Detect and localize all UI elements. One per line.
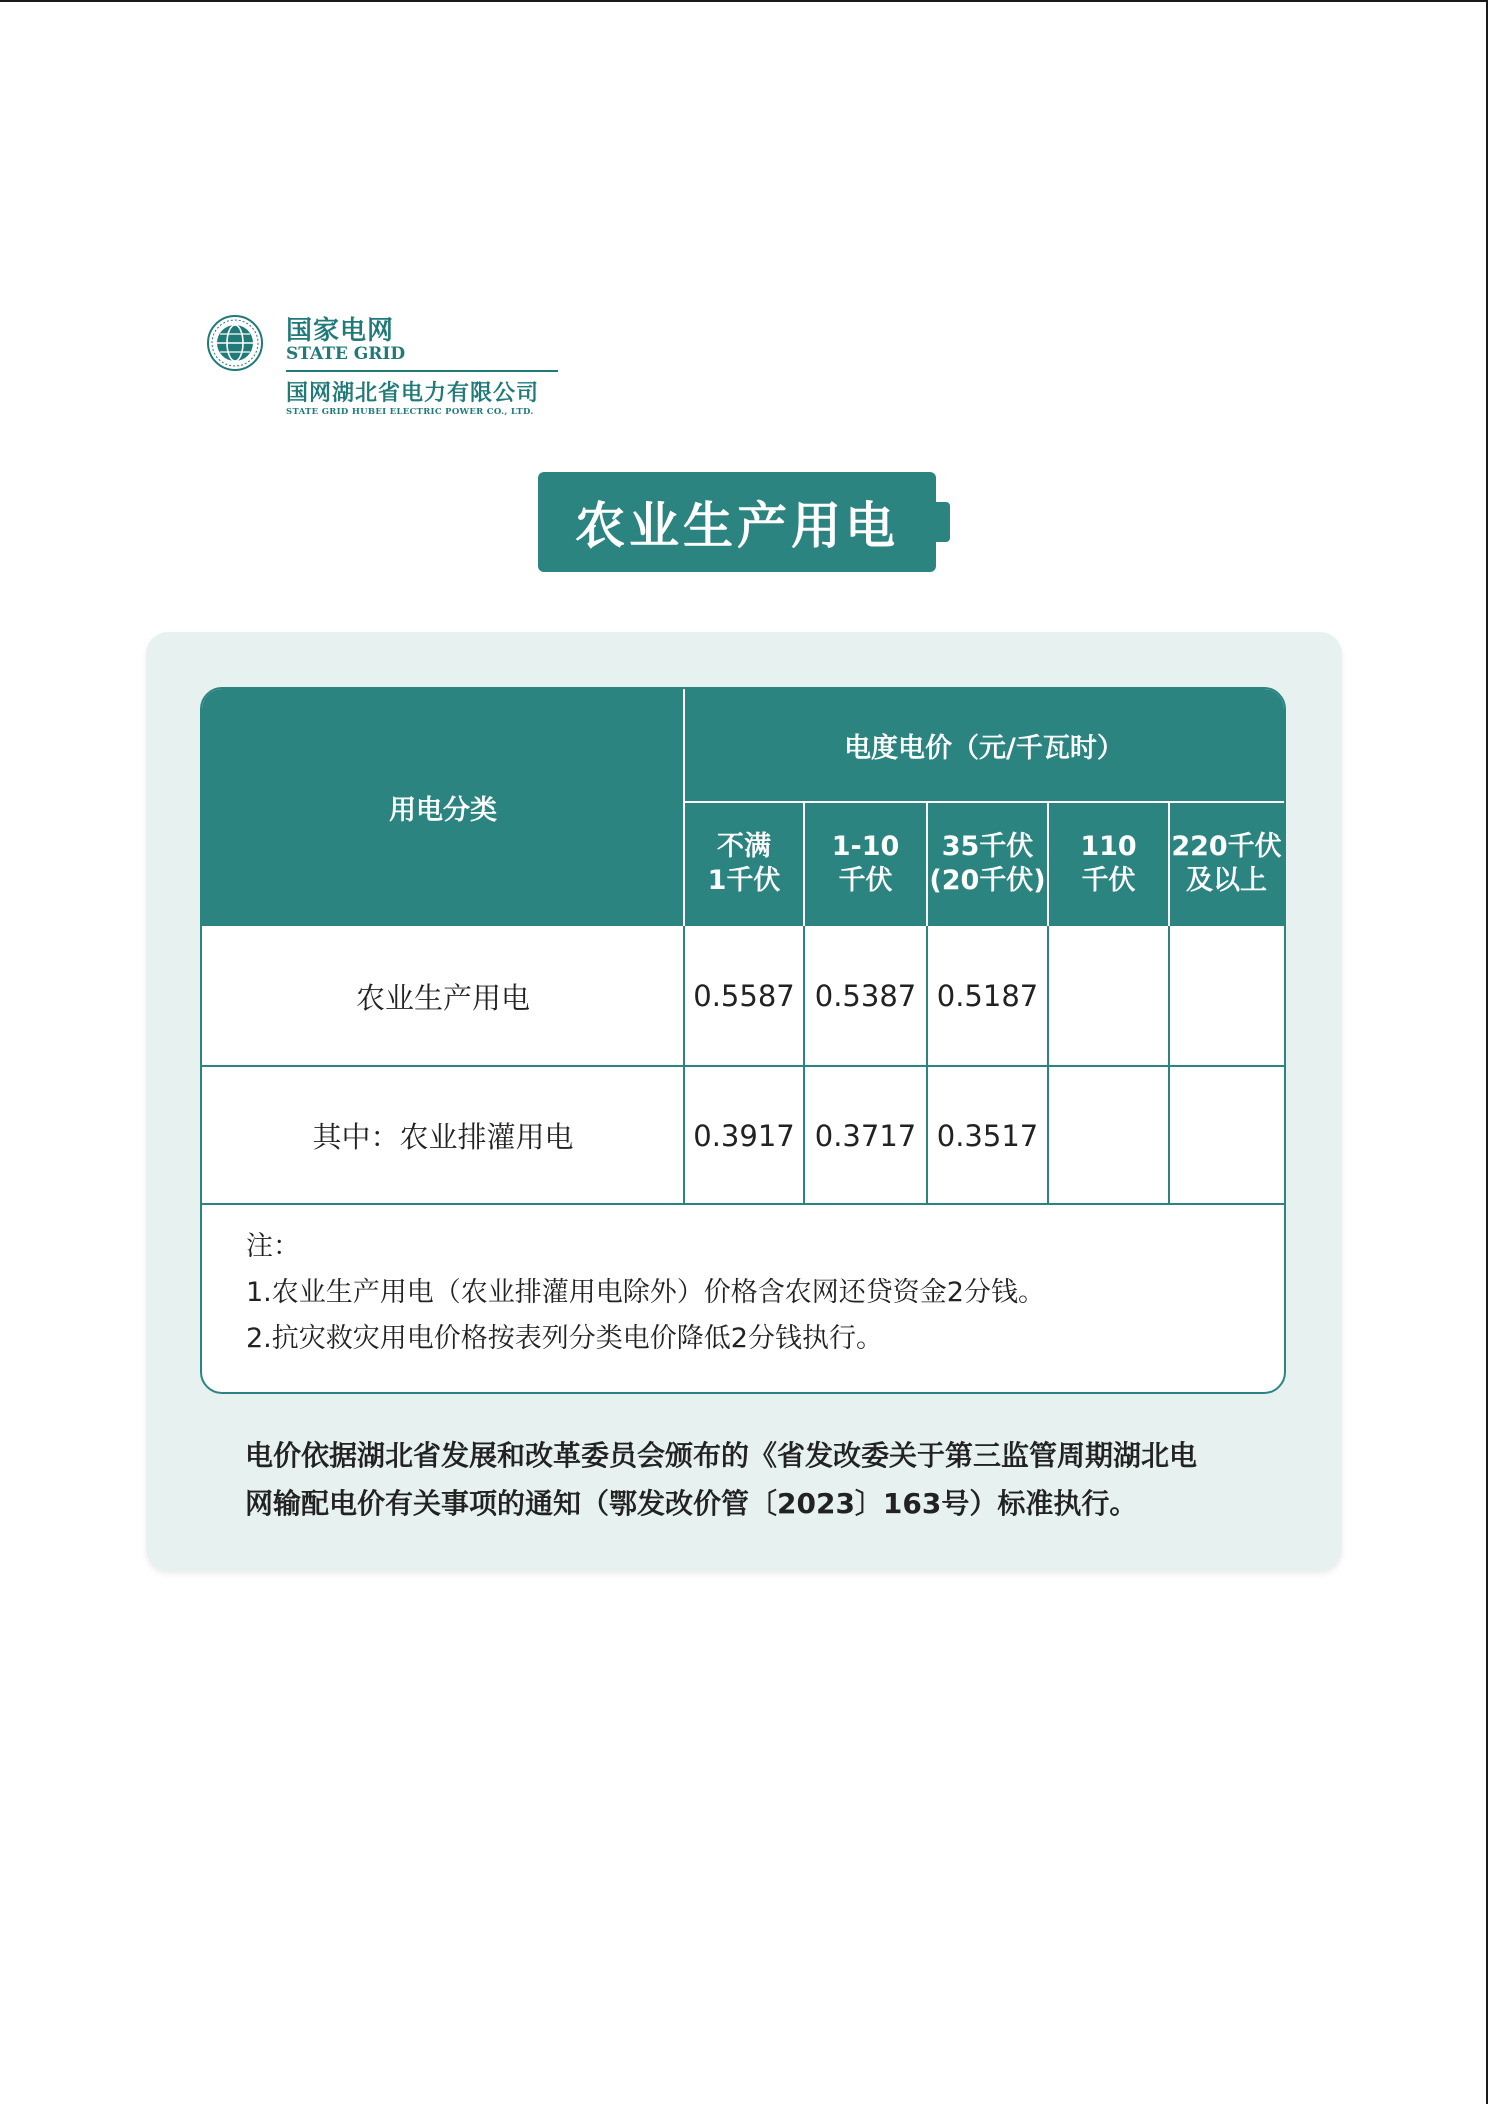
logo-company-chinese: 国网湖北省电力有限公司	[286, 381, 540, 406]
body-column-divider	[926, 926, 928, 1204]
voltage-line2: (20千伏)	[929, 865, 1046, 896]
body-column-divider	[803, 926, 805, 1204]
voltage-line1: 110	[1080, 831, 1137, 862]
table-header-category: 用电分类	[202, 689, 684, 926]
price-table-card	[200, 687, 1286, 1394]
table-row-category: 其中：农业排灌用电	[312, 1120, 574, 1154]
logo-company-english: STATE GRID HUBEI ELECTRIC POWER CO., LTD.	[286, 407, 534, 417]
header-column-divider	[926, 802, 928, 926]
voltage-line1: 不满	[717, 831, 771, 862]
table-cell-price: 0.5587	[693, 979, 795, 1013]
header-column-divider	[683, 689, 685, 926]
price-table	[202, 689, 1284, 1204]
title-badge	[538, 472, 936, 572]
body-column-divider	[1047, 926, 1049, 1204]
page-top-border	[0, 0, 1488, 2]
logo-english-name: STATE GRID	[286, 344, 406, 364]
voltage-line2: 及以上	[1186, 865, 1267, 896]
table-header-voltage	[927, 802, 1048, 926]
notes-heading: 注：	[246, 1231, 300, 1262]
table-header-voltage	[1048, 802, 1169, 926]
table-cell-price: 0.5387	[814, 979, 917, 1013]
table-cell-price: 0.3517	[936, 1118, 1039, 1153]
voltage-line2: 1千伏	[707, 865, 781, 896]
table-cell-price	[1169, 1067, 1284, 1204]
body-column-divider	[1168, 926, 1170, 1204]
notes-section	[246, 1224, 1246, 1362]
logo-chinese-name: 国家电网	[286, 316, 395, 346]
state-grid-globe-icon	[206, 314, 264, 372]
voltage-line2: 千伏	[1081, 865, 1136, 896]
header-divider	[684, 801, 1284, 803]
voltage-line1: 1-10	[831, 831, 900, 862]
table-cell-price: 0.3917	[693, 1118, 795, 1153]
logo-divider	[286, 370, 558, 372]
basis-line: 网输配电价有关事项的通知（鄂发改价管〔2023〕163号）标准执行。	[245, 1487, 1138, 1520]
content-panel	[146, 632, 1342, 1570]
basis-line: 电价依据湖北省发展和改革委员会颁布的《省发改委关于第三监管周期湖北电	[245, 1439, 1198, 1472]
table-header-voltage	[1169, 802, 1284, 926]
note-item: 1.农业生产用电（农业排灌用电除外）价格含农网还贷资金2分钱。	[246, 1277, 1045, 1308]
voltage-line1: 220千伏	[1171, 831, 1282, 862]
header-column-divider	[1047, 802, 1049, 926]
table-header-voltage	[804, 802, 927, 926]
pricing-basis-paragraph	[245, 1432, 1255, 1528]
header-column-divider	[1168, 802, 1170, 926]
table-cell-price: 0.5187	[936, 979, 1039, 1013]
table-row-category: 农业生产用电	[355, 980, 530, 1015]
header-column-divider	[803, 802, 805, 926]
table-cell-price	[1048, 926, 1169, 1066]
notes-divider	[202, 1203, 1284, 1205]
page-title: 农业生产用电	[575, 497, 899, 555]
body-column-divider	[683, 926, 685, 1204]
table-header-price: 电度电价（元/千瓦时）	[684, 689, 1284, 802]
table-cell-price: 0.3717	[814, 1118, 917, 1153]
table-cell-price	[1169, 926, 1284, 1066]
table-cell-price	[1048, 1067, 1169, 1204]
state-grid-logo	[206, 310, 566, 420]
voltage-line2: 千伏	[838, 865, 893, 896]
voltage-line1: 35千伏	[941, 831, 1034, 862]
note-item: 2.抗灾救灾用电价格按表列分类电价降低2分钱执行。	[246, 1323, 883, 1354]
table-header-voltage	[684, 802, 804, 926]
